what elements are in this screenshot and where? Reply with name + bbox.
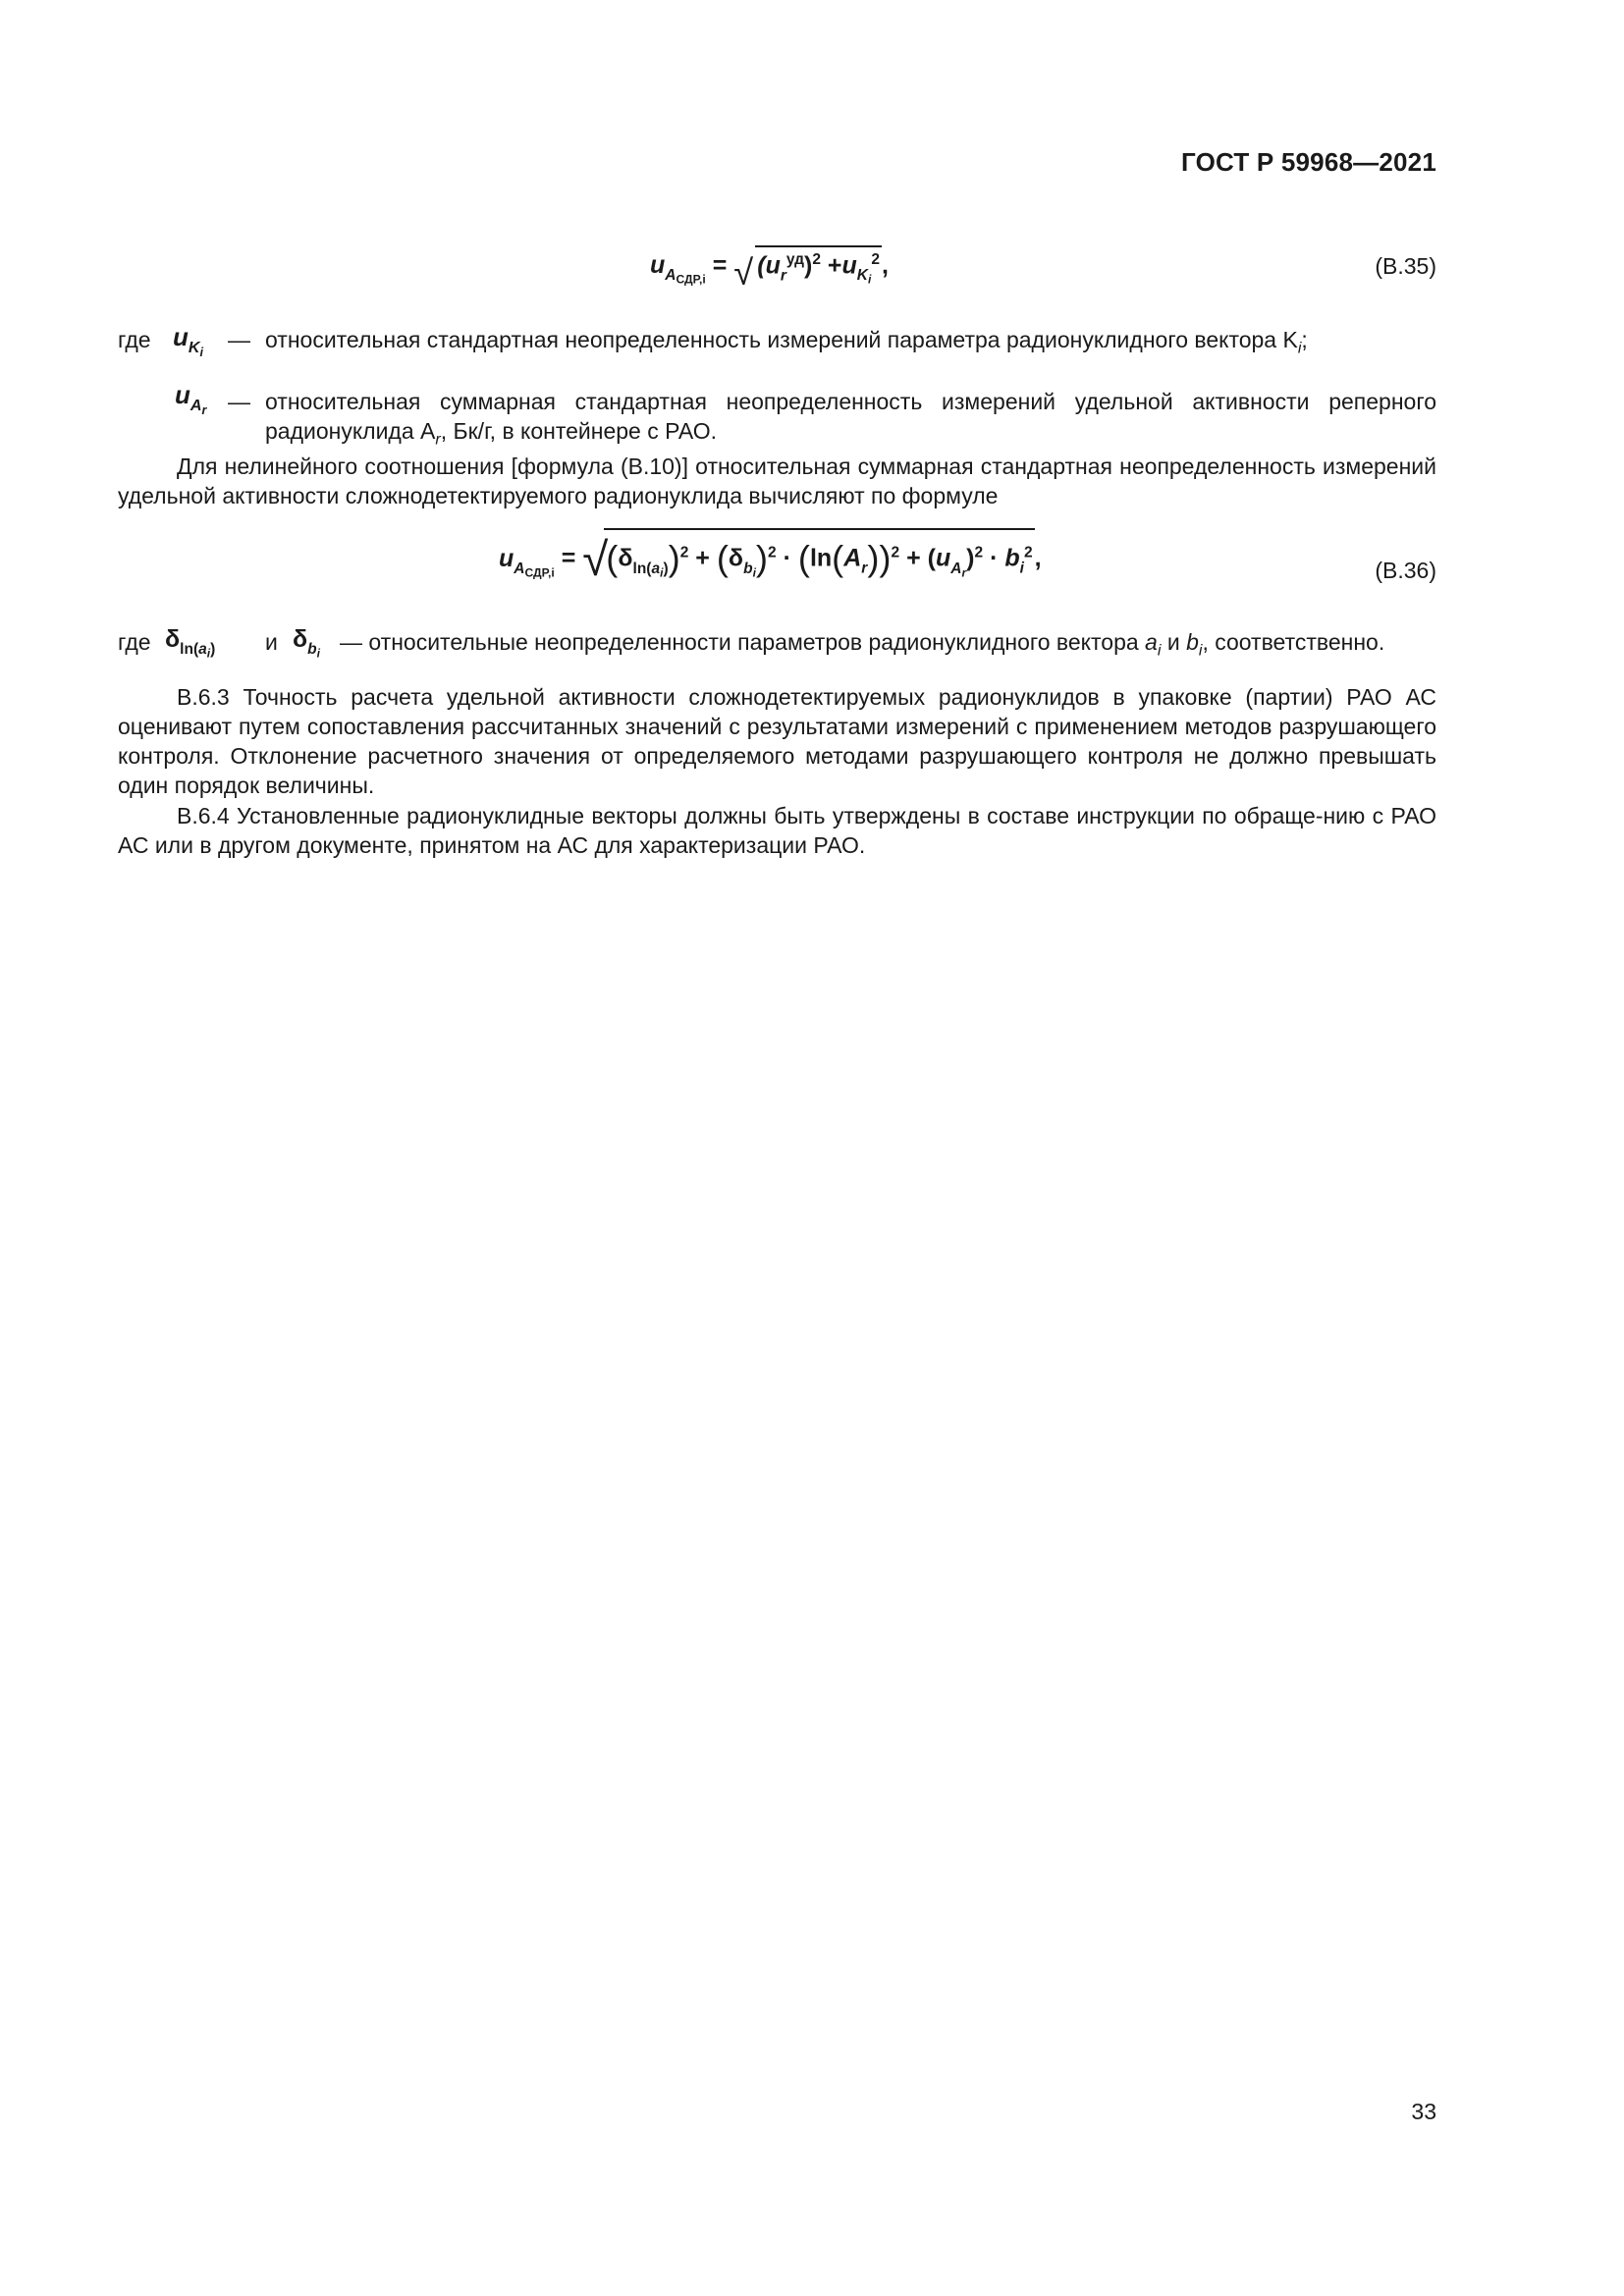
where-label: где — [118, 327, 151, 352]
standard-id-header: ГОСТ Р 59968—2021 — [1181, 147, 1436, 177]
where-b36-text: — относительные неопределенности параметров радионуклидного вектора $a_i$ и $b_i$, соответственно. — [340, 629, 1385, 660]
formula-b35-lhs: $u_{A_{СДР,i}}$ — [650, 251, 706, 287]
definition-u-k-text: относительная стандартная неопределенность измерений параметра радионуклидного вектора $K_i$; — [265, 327, 1308, 357]
formula-b35-radical: √ $(u_r^{уд})^2 +u_{K_i}^2$ — [733, 245, 882, 287]
formula-b35-row — [118, 245, 1436, 293]
definition-u-a: $u_{A_r}$ — относительная суммарная стандартная неопределенность измерений удельной активности реперного радионуклида $A_r$, Бк/г, в контейнере с РАО. — [118, 386, 1436, 447]
definition-u-a-text: относительная суммарная стандартная неопределенность измерений удельной активности реперного радионуклида $A_r$, Бк/г, в контейнере с РАО. — [265, 389, 1436, 449]
where-b36-line: где $\delta_{ln(a_i)}$ и $\delta_{b_i}$ — относительные неопределенности параметров радионуклидного вектора $a_i$ и $b_i$, соответственно. — [118, 626, 1436, 662]
definition-u-k: где $u_{K_i}$ — относительная стандартная неопределенность измерений параметра радионуклидного вектора $K_i$; — [118, 324, 1436, 355]
formula-b36: $u_{A_{СДР,i}}$ = √ $(\delta_{ln(a_i)})^2 + (\delta_{b_i})^2 \cdot (\ln(A_r))^2 + (u_{A_r})^2 \cdot b_i^2$, — [499, 528, 1042, 579]
paragraph-nonlinear: Для нелинейного соотношения [формула (В.10)] относительная суммарная стандартная неопределенность измерений удельной активности сложнодетектируемого радионуклида вычисляют по формуле — [118, 454, 1436, 508]
formula-b35: $u_{A_{СДР,i}}$ = √ $(u_r^{уд})^2 +u_{K_i}^2$, — [650, 245, 889, 287]
definition-u-k-symbol: $u_{K_i}$ — [173, 322, 204, 360]
where-b36-symbol-delta-b: $\delta_{b_i}$ — [293, 625, 320, 661]
definition-u-a-symbol: $u_{A_r}$ — [175, 380, 207, 418]
formula-b36-row — [118, 528, 1436, 589]
page-number: 33 — [1411, 2099, 1436, 2124]
formula-b35-number: (В.35) — [1375, 253, 1436, 279]
formula-b36-lhs: $u_{A_{СДР,i}}$ — [499, 544, 555, 580]
where-b36-label: где — [118, 629, 151, 655]
where-b36-symbol-delta-ln: $\delta_{ln(a_i)}$ — [165, 625, 216, 661]
paragraph-b-6-4: В.6.4 Установленные радионуклидные векторы должны быть утверждены в составе инструкции по обраще-нию с РАО АС или в другом документе, принятом на АС для характеризации РАО. — [118, 803, 1436, 858]
paragraph-b-6-3: В.6.3 Точность расчета удельной активности сложнодетектируемых радионуклидов в упаковке (партии) РАО АС оценивают путем сопоставления рассчитанных значений с результатами измерений с применением методов разрушающего контроля. Отклонение расчетного значения от определяемого методами разрушающего контроля не должно превышать один порядок величины. — [118, 684, 1436, 798]
formula-b36-radical: √ $(\delta_{ln(a_i)})^2 + (\delta_{b_i})^2 \cdot (\ln(A_r))^2 + (u_{A_r})^2 \cdot b_i^2$ — [582, 528, 1034, 579]
formula-b36-number: (В.36) — [1375, 558, 1436, 583]
